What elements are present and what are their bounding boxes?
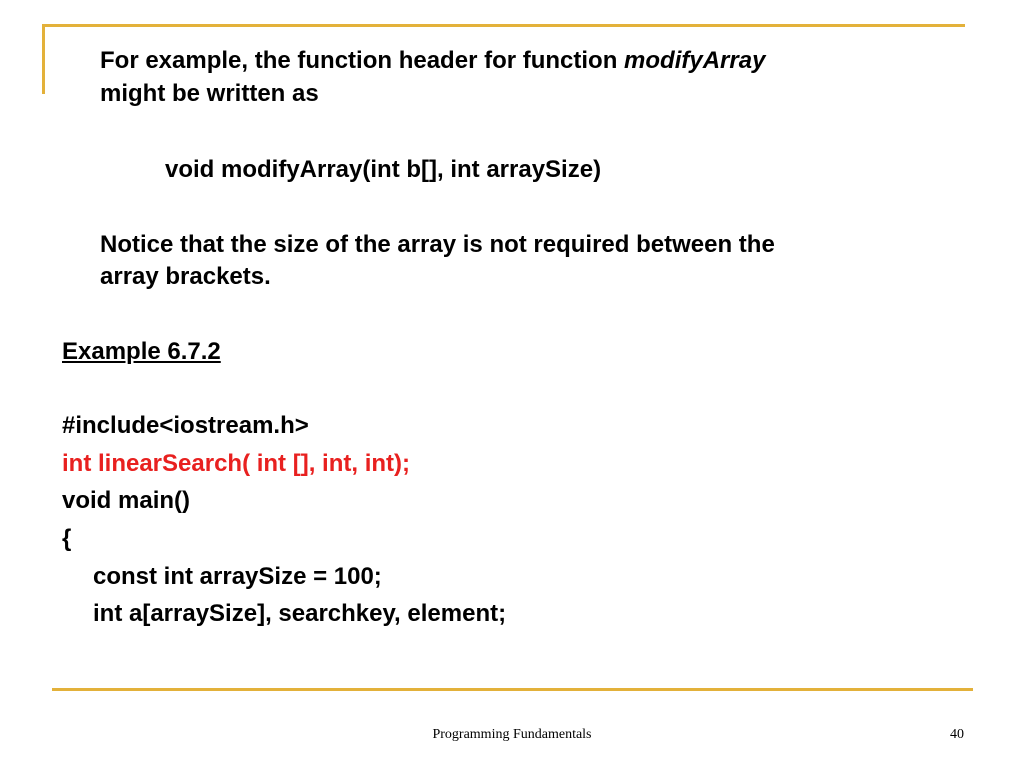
bottom-accent-rule (52, 688, 973, 691)
function-name-emphasis: modifyArray (624, 47, 766, 74)
code-const-line: const int arraySize = 100; (93, 563, 382, 590)
top-accent-rule (43, 24, 965, 27)
example-heading: Example 6.7.2 (62, 338, 221, 365)
code-main-declaration: void main() (62, 487, 191, 514)
intro-line-1 (100, 45, 765, 76)
page-number: 40 (950, 727, 964, 742)
code-open-brace: { (62, 525, 72, 552)
intro-line-2: might be written as (100, 80, 319, 107)
footer-title: Programming Fundamentals (432, 727, 592, 742)
function-signature: void modifyArray(int b[], int arraySize) (165, 156, 602, 183)
notice-line-2: array brackets. (100, 263, 271, 290)
code-include: #include<iostream.h> (62, 412, 309, 439)
notice-line-1: Notice that the size of the array is not required between the (100, 231, 775, 258)
code-vars-line: int a[arraySize], searchkey, element; (93, 600, 507, 627)
code-prototype: int linearSearch( int [], int, int); (62, 450, 410, 477)
left-accent-rule (42, 24, 45, 94)
intro-text: For example, the function header for function (100, 47, 625, 74)
